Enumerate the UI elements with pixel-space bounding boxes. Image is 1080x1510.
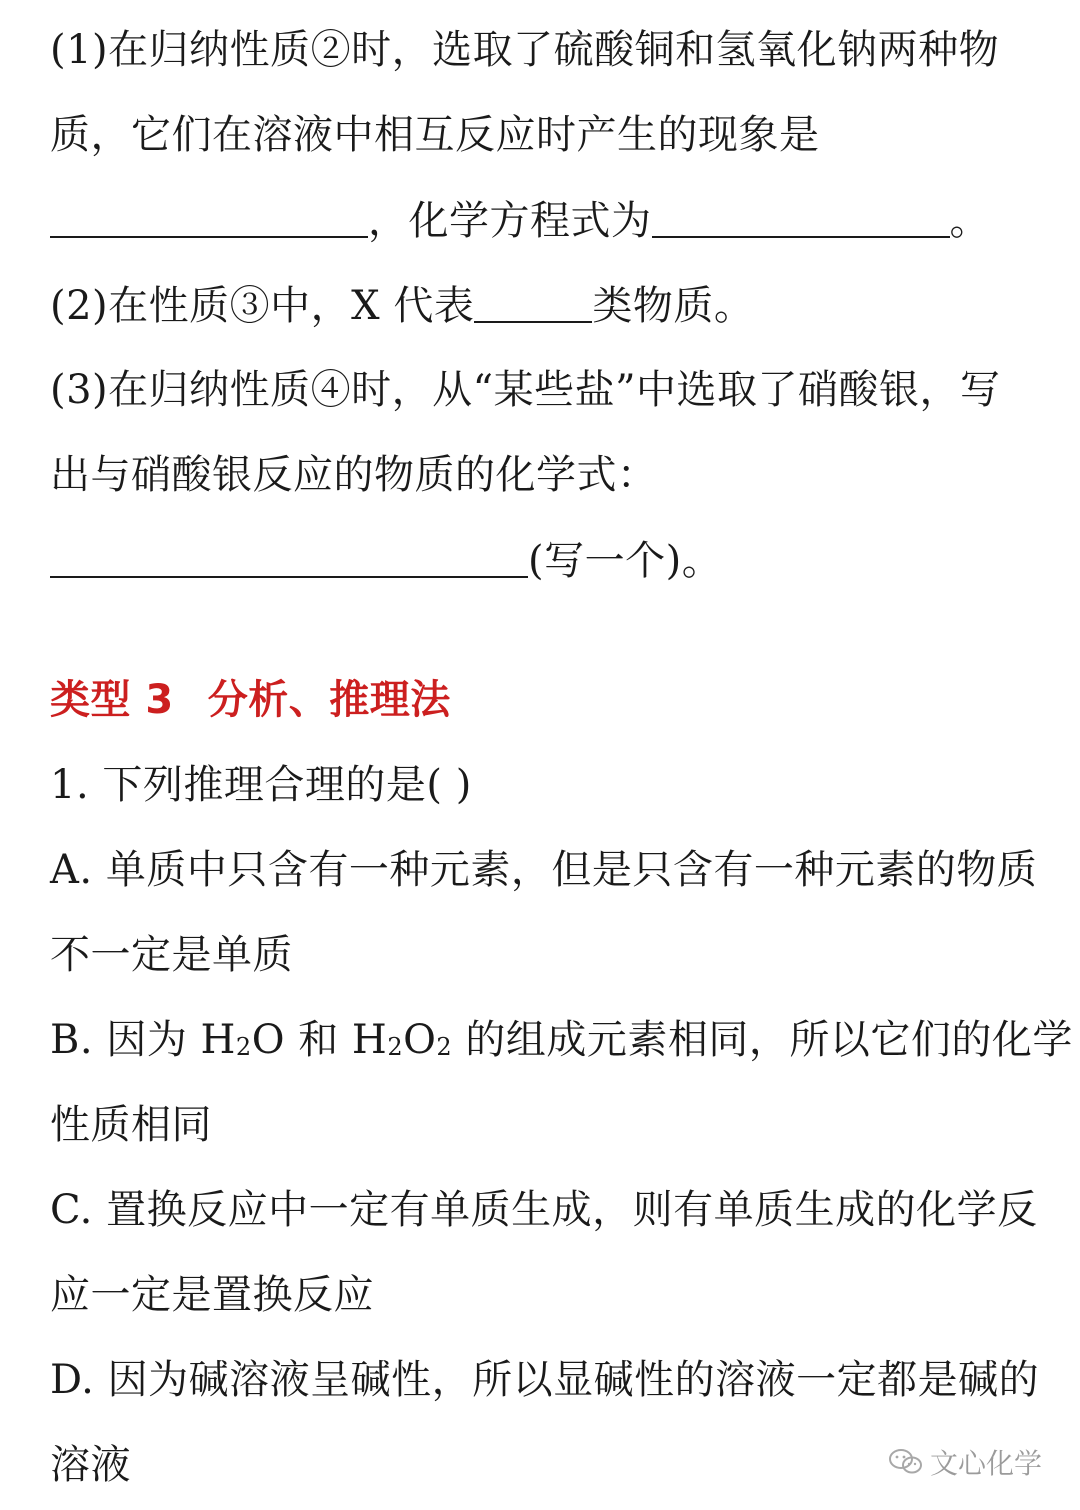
q1-equation-label: ，化学方程式为 [368, 198, 652, 244]
option-b-text-2: O 和 H [251, 1017, 388, 1063]
subscript: 2 [436, 1033, 453, 1061]
option-b-text-4: 的组成元素相同，所以它们的化学 [452, 1017, 1073, 1063]
q3-suffix: (写一个)。 [528, 538, 723, 584]
option-b-line-2: 性质相同 [50, 1102, 212, 1148]
option-a-line-1: A. 单质中只含有一种元素，但是只含有一种元素的物质 [50, 847, 1038, 893]
option-c-line-1: C. 置换反应中一定有单质生成，则有单质生成的化学反 [50, 1187, 1038, 1233]
q2-line [50, 281, 754, 330]
question-stem: 1. 下列推理合理的是( ) [50, 762, 472, 808]
q1-period: 。 [949, 198, 990, 244]
q1-line-2: 质，它们在溶液中相互反应时产生的现象是 [50, 112, 820, 158]
q2-prefix: (2)在性质③中，X 代表 [50, 283, 475, 329]
q1-line-1: (1)在归纳性质②时，选取了硫酸铜和氢氧化钠两种物 [50, 27, 1000, 73]
answer-blank-phenomenon[interactable] [50, 196, 368, 238]
section-type-title: 分析、推理法 [207, 677, 451, 723]
q3-line-2: 出与硝酸银反应的物质的化学式： [50, 452, 658, 498]
option-c-line-2: 应一定是置换反应 [50, 1272, 374, 1318]
q3-line-3 [50, 536, 722, 585]
watermark-text: 文心化学 [929, 1447, 1042, 1480]
subscript: 2 [235, 1033, 252, 1061]
q1-line-3 [50, 196, 990, 245]
answer-blank-equation[interactable] [652, 196, 950, 238]
answer-blank-x-type[interactable] [474, 281, 592, 323]
section-heading [50, 676, 451, 724]
subscript: 2 [387, 1033, 404, 1061]
option-b-text-1: B. 因为 H [50, 1017, 236, 1063]
q2-suffix: 类物质。 [592, 283, 755, 329]
section-type-label: 类型 3 [50, 677, 174, 723]
option-b-text-3: O [403, 1017, 437, 1063]
option-d-line-2: 溶液 [50, 1442, 131, 1488]
option-a-line-2: 不一定是单质 [50, 932, 293, 978]
q3-line-1: (3)在归纳性质④时，从“某些盐”中选取了硝酸银，写 [50, 367, 1001, 413]
answer-blank-formula[interactable] [50, 536, 528, 578]
watermark [888, 1442, 1042, 1482]
option-d-line-1: D. 因为碱溶液呈碱性，所以显碱性的溶液一定都是碱的 [50, 1357, 1040, 1403]
option-b-line-1 [50, 1016, 1073, 1064]
wechat-icon [888, 1447, 924, 1477]
